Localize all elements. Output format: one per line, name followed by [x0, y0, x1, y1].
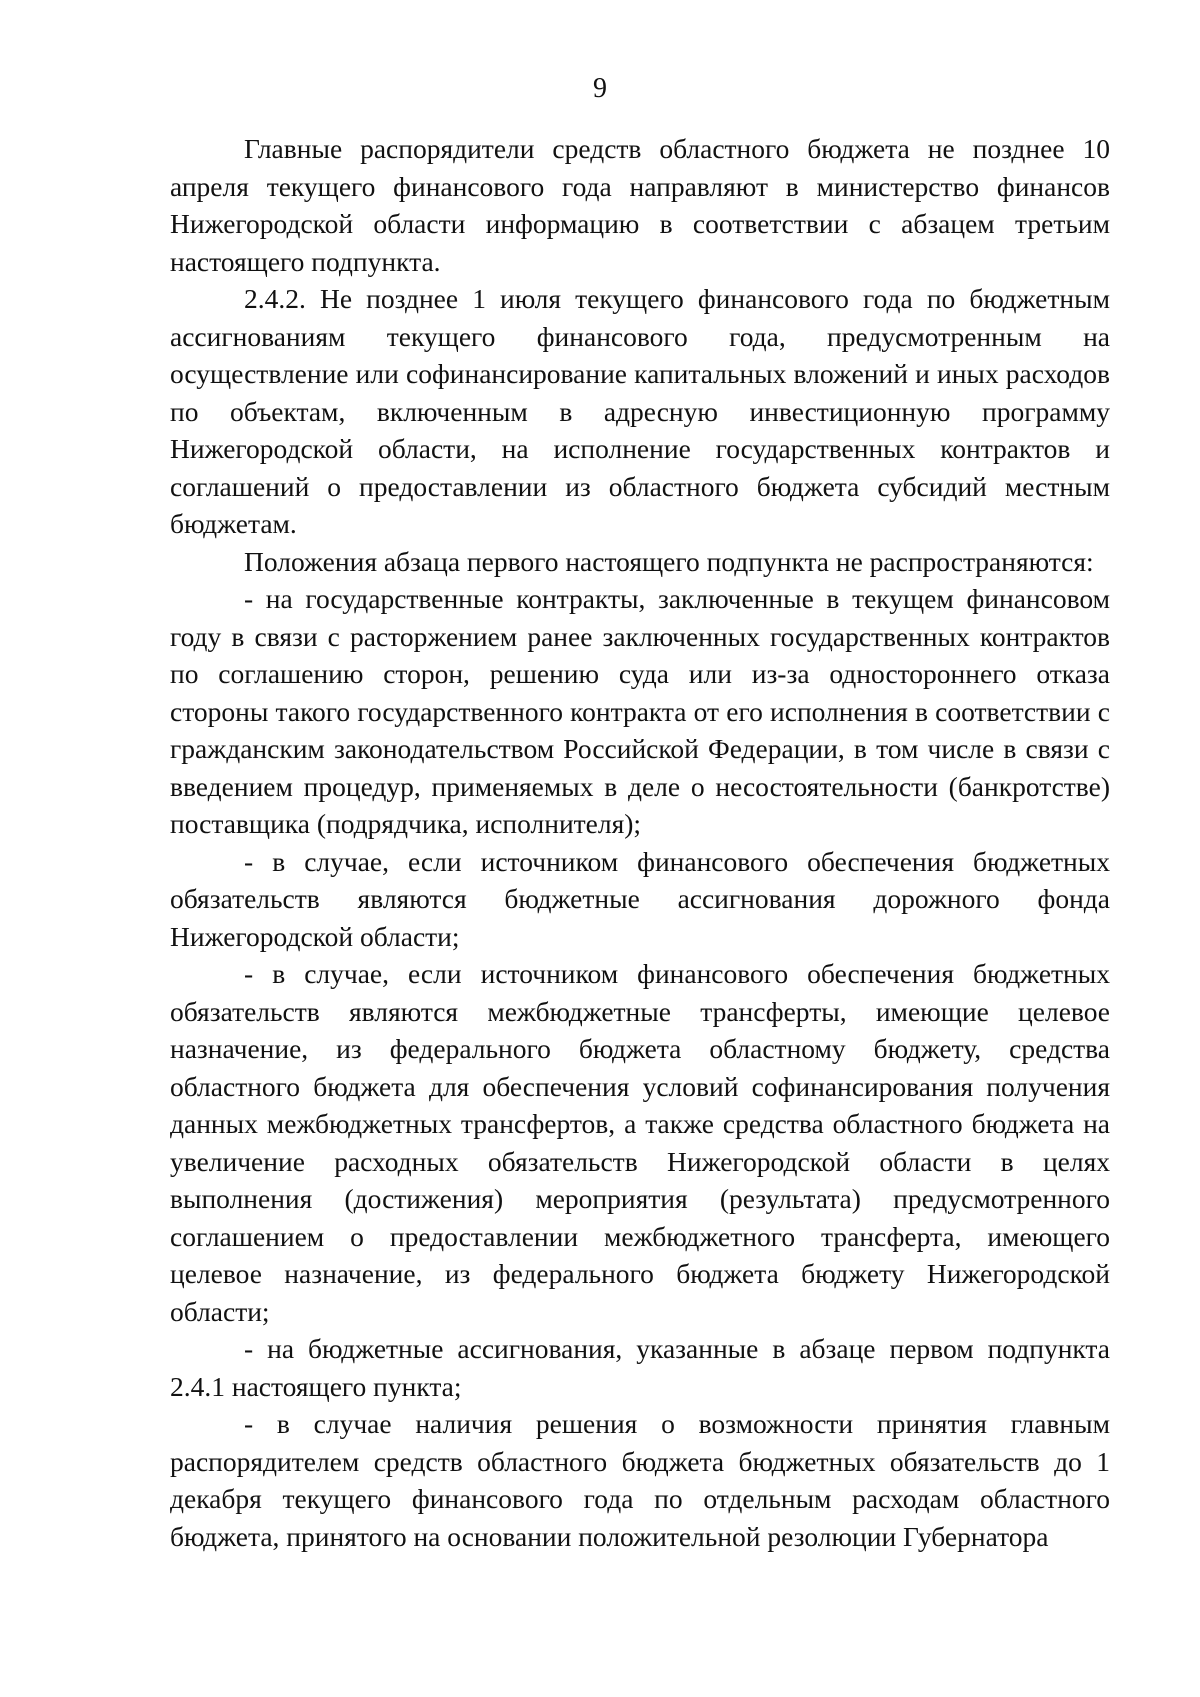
list-item-subparagraph-2-4-1: - на бюджетные ассигнования, указанные в абзаце первом подпункта 2.4.1 настоящего пункта; [170, 1333, 1110, 1402]
list-item-road-fund: - в случае, если источником финансового обеспечения бюджетных обязательств являются бюджетные ассигнования дорожного фонда Нижегородской области; [170, 845, 1110, 952]
paragraph-exceptions-intro: Положения абзаца первого настоящего подпункта не распространяются: [244, 545, 1094, 577]
document-body [170, 130, 1110, 1555]
list-item-interbudget-transfers: - в случае, если источником финансового обеспечения бюджетных обязательств являются межбюджетные трансферты, имеющие целевое назначение, из федерального бюджета областному бюджету, средства областного бюджета для обеспечения условий софинансирования получения данных межбюджетных трансфертов, а также средства областного бюджета на увеличение расходных обязательств Нижегородской области в целях выполнения (достижения) мероприятия (результата) предусмотренного соглашением о предоставлении межбюджетного трансферта, имеющего целевое назначение, из федерального бюджета бюджету Нижегородской области; [170, 958, 1110, 1327]
paragraph-regional-budget-deadline: Главные распорядители средств областного бюджета не позднее 10 апреля текущего финансового года направляют в министерство финансов Нижегородской области информацию в соответствии с абзацем третьим настоящего подпункта. [170, 133, 1110, 277]
paragraph-2-4-2: 2.4.2. Не позднее 1 июля текущего финансового года по бюджетным ассигнованиям текущего финансового года, предусмотренным на осуществление или софинансирование капитальных вложений и иных расходов по объектам, включенным в адресную инвестиционную программу Нижегородской области, на исполнение государственных контрактов и соглашений о предоставлении из областного бюджета субсидий местным бюджетам. [170, 283, 1110, 539]
list-item-state-contracts: - на государственные контракты, заключенные в текущем финансовом году в связи с расторжением ранее заключенных государственных контрактов по соглашению сторон, решению суда или из-за одностороннего отказа стороны такого государственного контракта от его исполнения в соответствии с гражданским законодательством Российской Федерации, в том числе в связи с введением процедур, применяемых в деле о несостоятельности (банкротстве) поставщика (подрядчика, исполнителя); [170, 583, 1110, 839]
page-number: 9 [593, 73, 607, 104]
list-item-governor-resolution: - в случае наличия решения о возможности принятия главным распорядителем средств областного бюджета бюджетных обязательств до 1 декабря текущего финансового года по отдельным расходам областного бюджета, принятого на основании положительной резолюции Губернатора [170, 1408, 1110, 1552]
